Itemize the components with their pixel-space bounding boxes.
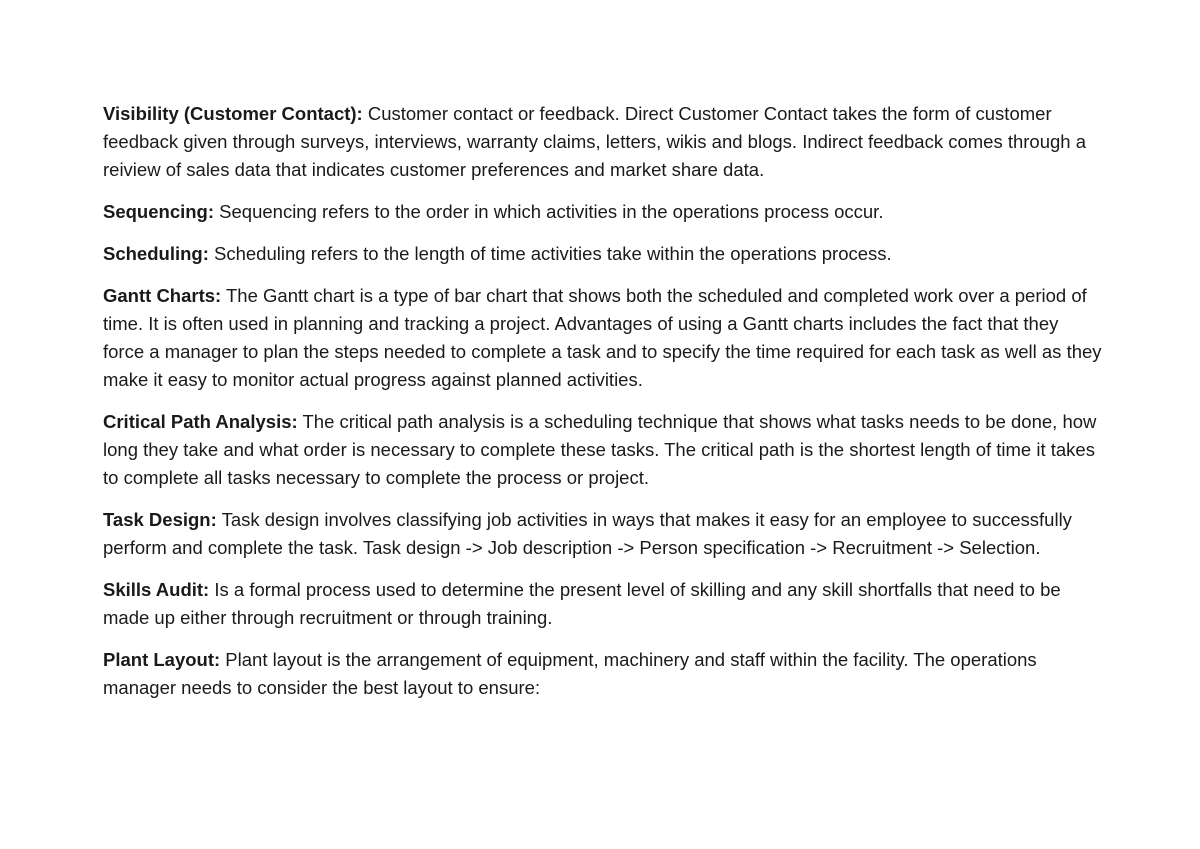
term-heading: Sequencing: bbox=[103, 201, 215, 222]
paragraph-text: Customer contact or feedback. Direct Customer Contact takes the form of customer feedback given through surveys, interviews, warranty claims, letters, wikis and blogs. Indirect feedback comes through a reiview of sales data that indicates customer preferences and market share data. bbox=[103, 103, 1087, 180]
term-heading: Skills Audit: bbox=[103, 579, 210, 600]
term-heading: Critical Path Analysis: bbox=[103, 411, 298, 432]
paragraph-text: The Gantt chart is a type of bar chart that shows both the scheduled and completed work over a period of time. It is often used in planning and tracking a project. Advantages of using a Gantt charts includes the fact that they force a manager to plan the steps needed to complete a task and to specify the time required for each task as well as they make it easy to monitor actual progress against planned activities. bbox=[103, 285, 1102, 390]
paragraph-critical-path bbox=[103, 408, 1103, 492]
term-heading: Task Design: bbox=[103, 509, 217, 530]
paragraph-text: Task design involves classifying job activities in ways that makes it easy for an employee to successfully perform and complete the task. Task design -> Job description -> Person specification -> Recruitment -> Selection. bbox=[103, 509, 1072, 558]
term-heading: Plant Layout: bbox=[103, 649, 221, 670]
paragraph-scheduling bbox=[103, 240, 1103, 268]
paragraph-text: Sequencing refers to the order in which activities in the operations process occur. bbox=[214, 201, 884, 222]
paragraph-visibility bbox=[103, 100, 1103, 184]
paragraph-task-design bbox=[103, 506, 1103, 562]
paragraph-text: Plant layout is the arrangement of equipment, machinery and staff within the facility. The operations manager needs to consider the best layout to ensure: bbox=[103, 649, 1037, 698]
paragraph-gantt-charts bbox=[103, 282, 1103, 394]
paragraph-text: Scheduling refers to the length of time activities take within the operations process. bbox=[208, 243, 892, 264]
paragraph-sequencing bbox=[103, 198, 1103, 226]
paragraph-skills-audit bbox=[103, 576, 1103, 632]
term-heading: Scheduling: bbox=[103, 243, 209, 264]
term-heading: Visibility (Customer Contact): bbox=[103, 103, 363, 124]
term-heading: Gantt Charts: bbox=[103, 285, 222, 306]
paragraph-text: The critical path analysis is a scheduling technique that shows what tasks needs to be done, how long they take and what order is necessary to complete these tasks. The critical path is the shortest length of time it takes to complete all tasks necessary to complete the process or project. bbox=[103, 411, 1097, 488]
paragraph-plant-layout bbox=[103, 646, 1103, 702]
paragraph-text: Is a formal process used to determine the present level of skilling and any skill shortfalls that need to be made up either through recruitment or through training. bbox=[103, 579, 1061, 628]
document-page bbox=[103, 100, 1103, 716]
